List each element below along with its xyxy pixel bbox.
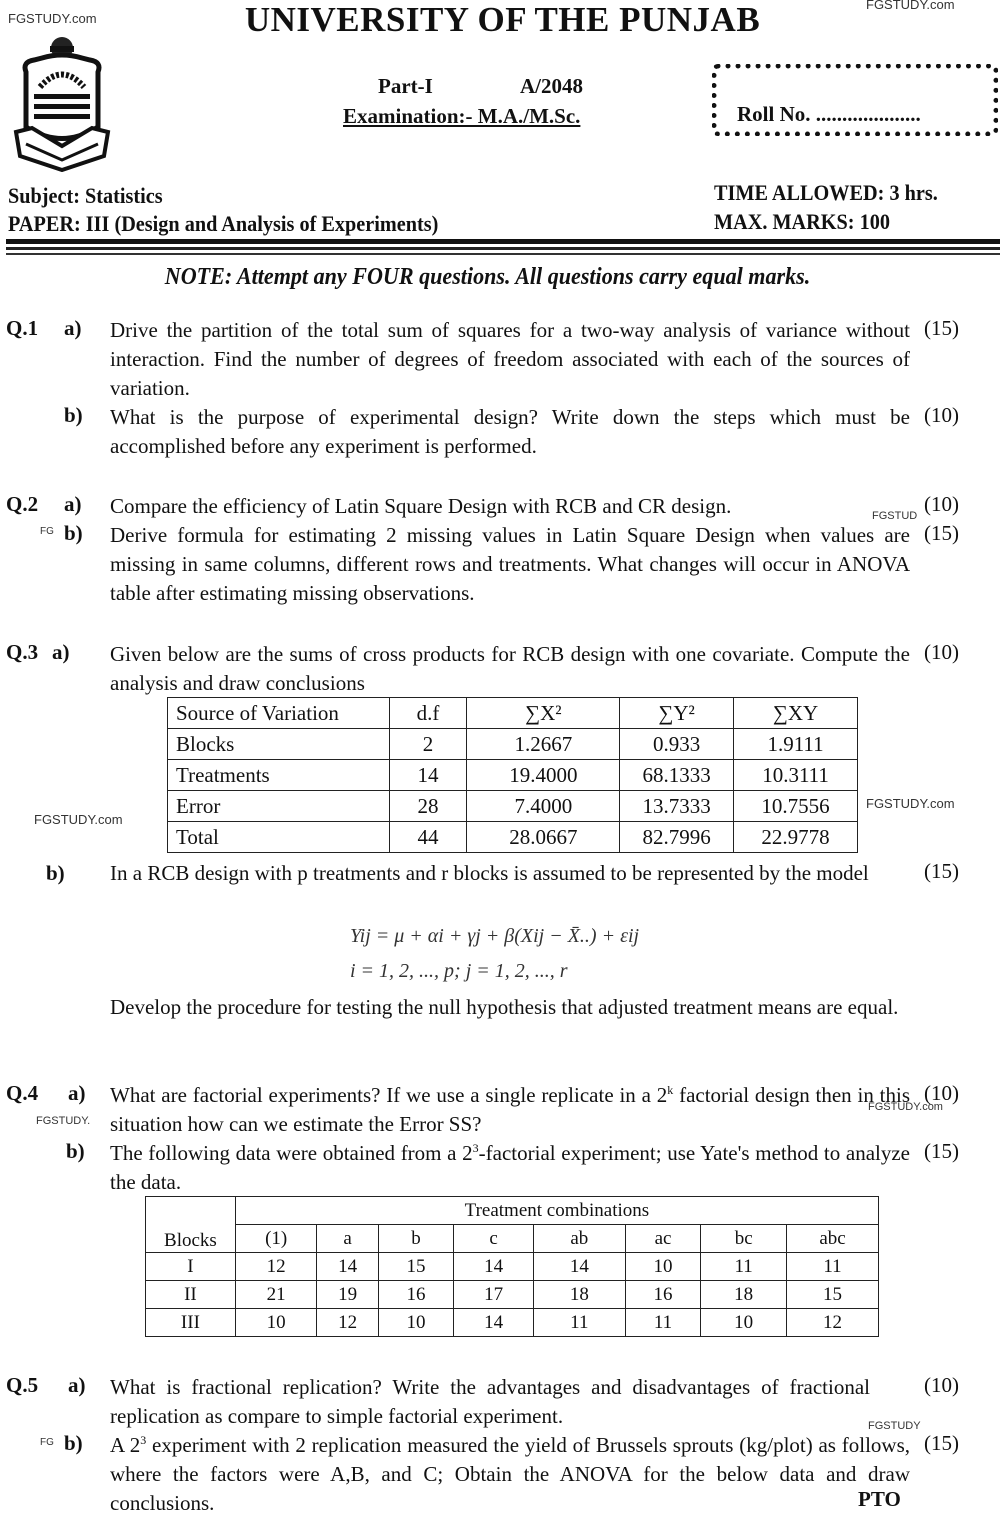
- cell: Blocks: [168, 729, 390, 760]
- watermark: FGSTUDY.com: [868, 1101, 943, 1113]
- cell: 12: [317, 1309, 378, 1337]
- table-header-row: [146, 1225, 879, 1253]
- cell: 15: [787, 1281, 879, 1309]
- column-header: ∑X²: [467, 698, 620, 729]
- cell: 1.9111: [734, 729, 858, 760]
- cell: 10: [625, 1253, 701, 1281]
- column-header: abc: [787, 1225, 879, 1253]
- university-title: UNIVERSITY OF THE PUNJAB: [244, 0, 761, 39]
- column-header: Source of Variation: [168, 698, 390, 729]
- table-row: [168, 760, 858, 791]
- row-label: I: [146, 1253, 236, 1281]
- cell: 2: [389, 729, 467, 760]
- cell: 14: [317, 1253, 378, 1281]
- cell: 11: [533, 1309, 625, 1337]
- cell: 12: [787, 1309, 879, 1337]
- header-divider: [6, 239, 1000, 244]
- cell: 18: [533, 1281, 625, 1309]
- cell: 10.7556: [734, 791, 858, 822]
- part-label: b): [46, 861, 65, 885]
- question-text: What are factorial experiments? If we use a single replicate in a 2$^k$ factorial design then in this situation how can we estimate the Error SS?: [110, 1083, 910, 1136]
- roll-number-label: Roll No. ....................: [737, 102, 921, 126]
- cell: Error: [168, 791, 390, 822]
- question-number: Q.5: [6, 1373, 39, 1397]
- time-allowed: TIME ALLOWED: 3 hrs.: [714, 180, 938, 205]
- part-label: b): [66, 1139, 85, 1163]
- instructions-note: NOTE: Attempt any FOUR questions. All questions carry equal marks.: [164, 264, 811, 290]
- cell: 18: [701, 1281, 787, 1309]
- cell: 7.4000: [467, 791, 620, 822]
- marks: (15): [924, 859, 959, 883]
- cell: 82.7996: [620, 822, 734, 853]
- watermark: FGSTUDY.com: [866, 796, 955, 811]
- cell: 28: [389, 791, 467, 822]
- table-row: [146, 1281, 879, 1309]
- question-text: Compare the efficiency of Latin Square Design with RCB and CR design.: [110, 494, 732, 518]
- cell: Total: [168, 822, 390, 853]
- cell: 14: [389, 760, 467, 791]
- cell: 10: [235, 1309, 317, 1337]
- factorial-data-table: [145, 1196, 879, 1337]
- university-crest-logo: [12, 32, 112, 172]
- question-text: Given below are the sums of cross products for RCB design with one covariate. Compute the analysis and draw conclusions: [110, 642, 910, 695]
- column-header: Blocks: [146, 1197, 236, 1253]
- watermark: FG: [40, 1437, 54, 1448]
- question-text: A $2^3$ experiment with 2 replication measured the yield of Brussels sprouts (kg/plot) as follows, where the factors were A,B, and C; Obtain the ANOVA for the below data and draw conclusions.: [110, 1433, 910, 1515]
- max-marks: MAX. MARKS: 100: [714, 209, 890, 234]
- paper-title: PAPER: III (Design and Analysis of Experiments): [8, 211, 439, 236]
- watermark: FGSTUDY: [868, 1420, 921, 1432]
- cell: 19: [317, 1281, 378, 1309]
- cell: 19.4000: [467, 760, 620, 791]
- ancova-table: [167, 697, 858, 853]
- paper-code: A/2048: [520, 74, 583, 98]
- subject: Subject: Statistics: [8, 183, 163, 208]
- roll-number-box: [712, 64, 998, 136]
- table-row: [146, 1253, 879, 1281]
- cell: 11: [787, 1253, 879, 1281]
- marks: (10): [924, 1373, 959, 1397]
- question-number: Q.1: [6, 316, 39, 340]
- watermark: FGSTUD: [872, 510, 918, 522]
- part-label: a): [64, 316, 82, 340]
- marks: (10): [924, 640, 959, 664]
- part-label: a): [68, 1373, 86, 1397]
- column-header: (1): [235, 1225, 317, 1253]
- cell: 44: [389, 822, 467, 853]
- watermark: FGSTUDY.com: [866, 0, 955, 12]
- header-divider: [6, 253, 1000, 255]
- please-turn-over: PTO: [858, 1487, 901, 1511]
- cell: 12: [235, 1253, 317, 1281]
- question-text: Derive formula for estimating 2 missing values in Latin Square Design when values are missing in same columns, different rows and treatments. What changes will occur in ANOVA table after estimating missing observations.: [110, 523, 910, 605]
- group-header: Treatment combinations: [235, 1197, 878, 1225]
- part-label: Part-I: [378, 74, 433, 98]
- part-label: a): [68, 1081, 86, 1105]
- part-label: a): [52, 640, 70, 664]
- table-row: [168, 729, 858, 760]
- part-label: b): [64, 521, 83, 545]
- cell: 13.7333: [620, 791, 734, 822]
- column-header: ab: [533, 1225, 625, 1253]
- row-label: II: [146, 1281, 236, 1309]
- cell: 17: [454, 1281, 534, 1309]
- table-row: [168, 822, 858, 853]
- marks: (15): [924, 1139, 959, 1163]
- model-equation: Yij = μ + αi + γj + β(Xij − X̄..) + εij: [350, 925, 640, 947]
- question-text: What is fractional replication? Write the advantages and disadvantages of fractional replication as compare to simple factorial experiment.: [110, 1375, 870, 1428]
- examination-label: Examination:- M.A./M.Sc.: [343, 104, 581, 128]
- header-divider: [6, 247, 1000, 250]
- part-label: b): [64, 403, 83, 427]
- column-header: bc: [701, 1225, 787, 1253]
- row-label: III: [146, 1309, 236, 1337]
- watermark: FG: [40, 526, 54, 537]
- cell: 14: [533, 1253, 625, 1281]
- question-text: In a RCB design with p treatments and r blocks is assumed to be represented by the model: [110, 861, 869, 885]
- column-header: d.f: [389, 698, 467, 729]
- column-header: ac: [625, 1225, 701, 1253]
- question-text: What is the purpose of experimental design? Write down the steps which must be accomplished before any experiment is performed.: [110, 405, 910, 458]
- question-text: The following data were obtained from a $2^3$-factorial experiment; use Yate's method to analyze the data.: [110, 1141, 910, 1194]
- cell: 28.0667: [467, 822, 620, 853]
- column-header: ∑Y²: [620, 698, 734, 729]
- question-number: Q.3: [6, 640, 39, 664]
- watermark: FGSTUDY.com: [8, 11, 97, 26]
- question-text: Develop the procedure for testing the null hypothesis that adjusted treatment means are equal.: [110, 995, 899, 1019]
- watermark: FGSTUDY.: [36, 1115, 91, 1127]
- marks: (10): [924, 492, 959, 516]
- column-header: b: [378, 1225, 454, 1253]
- question-number: Q.4: [6, 1081, 39, 1105]
- cell: 14: [454, 1309, 534, 1337]
- watermark: FGSTUDY.com: [34, 812, 123, 827]
- column-header: c: [454, 1225, 534, 1253]
- cell: 15: [378, 1253, 454, 1281]
- cell: 22.9778: [734, 822, 858, 853]
- cell: 0.933: [620, 729, 734, 760]
- cell: 10.3111: [734, 760, 858, 791]
- table-group-header-row: [146, 1197, 879, 1225]
- cell: 14: [454, 1253, 534, 1281]
- cell: 1.2667: [467, 729, 620, 760]
- cell: 16: [625, 1281, 701, 1309]
- marks: (10): [924, 403, 959, 427]
- cell: 10: [701, 1309, 787, 1337]
- marks: (15): [924, 316, 959, 340]
- cell: 68.1333: [620, 760, 734, 791]
- marks: (10): [924, 1081, 959, 1105]
- cell: 11: [701, 1253, 787, 1281]
- table-row: [168, 791, 858, 822]
- marks: (15): [924, 521, 959, 545]
- column-header: a: [317, 1225, 378, 1253]
- question-text: Drive the partition of the total sum of squares for a two-way analysis of variance without interaction. Find the number of degrees of freedom associated with each of the sources of variation.: [110, 318, 910, 400]
- cell: 10: [378, 1309, 454, 1337]
- cell: 16: [378, 1281, 454, 1309]
- question-number: Q.2: [6, 492, 39, 516]
- column-header: ∑XY: [734, 698, 858, 729]
- table-row: [146, 1309, 879, 1337]
- part-label: b): [64, 1431, 83, 1455]
- cell: 11: [625, 1309, 701, 1337]
- model-index-range: i = 1, 2, ..., p; j = 1, 2, ..., r: [350, 960, 568, 982]
- cell: Treatments: [168, 760, 390, 791]
- cell: 21: [235, 1281, 317, 1309]
- part-label: a): [64, 492, 82, 516]
- table-header-row: [168, 698, 858, 729]
- marks: (15): [924, 1431, 959, 1455]
